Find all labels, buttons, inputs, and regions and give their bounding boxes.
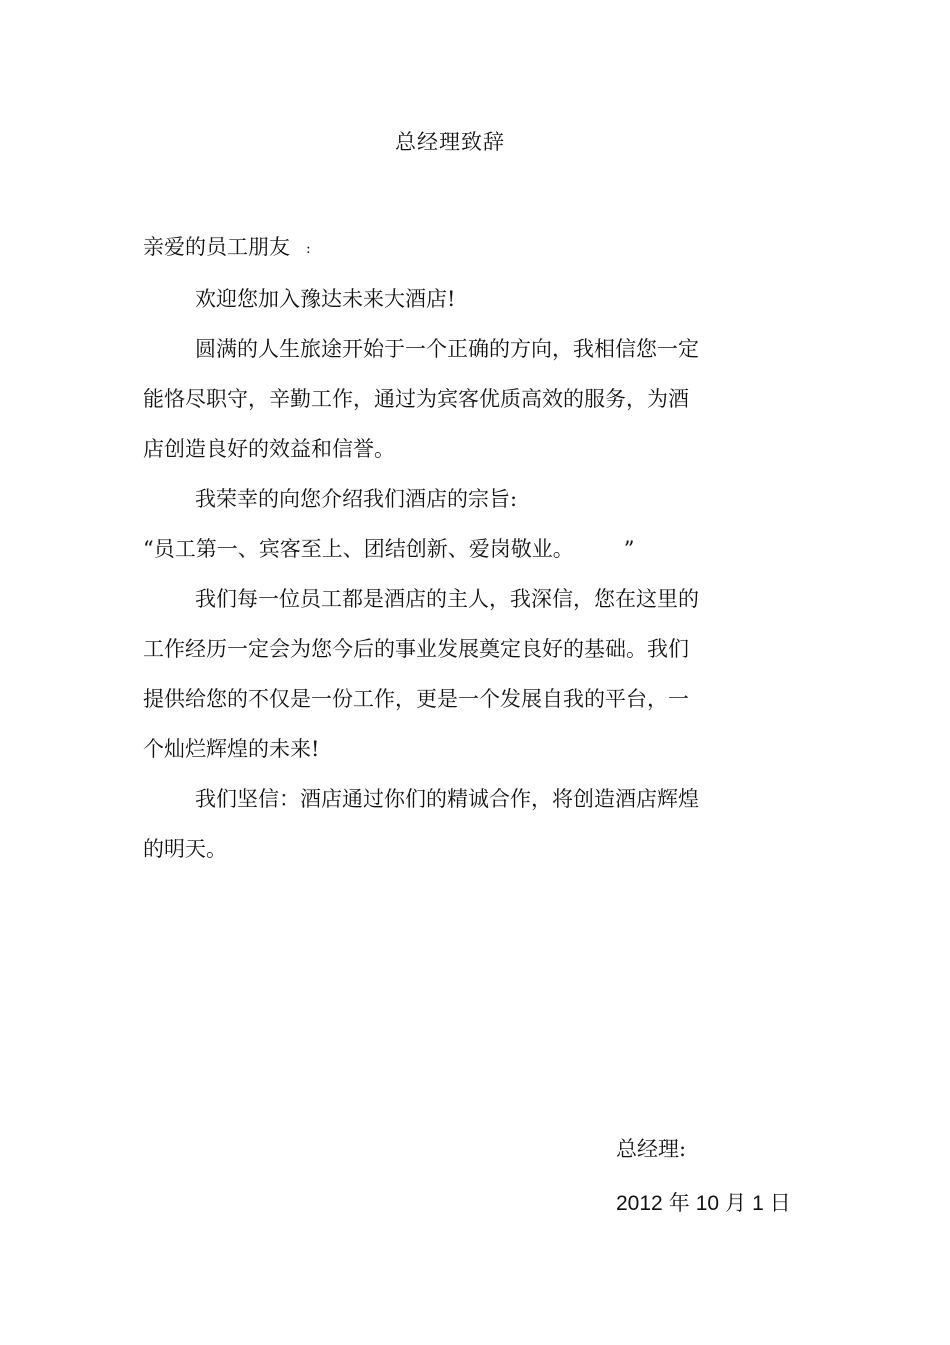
para1-line-2: 能恪尽职守，辛勤工作，通过为宾客优质高效的服务，为酒 (143, 386, 689, 411)
letter-body (143, 222, 763, 874)
greeting: 亲爱的员工朋友 (143, 235, 290, 259)
signature-date (616, 1176, 797, 1231)
page-title: 总经理致辞 (395, 130, 505, 154)
date-month: 10 (695, 1192, 720, 1215)
date-day: 1 (752, 1192, 764, 1215)
welcome-line: 欢迎您加入豫达未来大酒店! (195, 286, 456, 311)
motto-text: “员工第一、宾客至上、团结创新、爱岗敬业。 (143, 536, 574, 561)
para2-line-2: 工作经历一定会为您今后的事业发展奠定良好的基础。我们 (143, 636, 689, 661)
motto-line (143, 524, 763, 574)
signature-title: 总经理: (616, 1137, 687, 1161)
date-month-char: 月 (725, 1191, 747, 1215)
motto-intro-line: 我荣幸的向您介绍我们酒店的宗旨: (195, 486, 518, 511)
date-year: 2012 (616, 1192, 663, 1215)
para3-line-2: 的明天。 (143, 836, 227, 861)
para1-line-1: 圆满的人生旅途开始于一个正确的方向，我相信您一定 (195, 336, 699, 361)
para2-line-4: 个灿烂辉煌的未来! (143, 736, 320, 761)
signature-block (616, 1122, 797, 1231)
para2-line-1: 我们每一位员工都是酒店的主人，我深信，您在这里的 (195, 586, 699, 611)
date-day-char: 日 (769, 1191, 791, 1215)
para1-line-3: 店创造良好的效益和信誉。 (143, 436, 395, 461)
greeting-line (143, 222, 763, 274)
para2-line-3: 提供给您的不仅是一份工作，更是一个发展自我的平台，一 (143, 686, 689, 711)
para3-line-1: 我们坚信：酒店通过你们的精诚合作，将创造酒店辉煌 (195, 786, 699, 811)
date-year-char: 年 (668, 1191, 690, 1215)
greeting-colon: : (306, 240, 311, 257)
motto-close-quote: ” (623, 536, 635, 561)
